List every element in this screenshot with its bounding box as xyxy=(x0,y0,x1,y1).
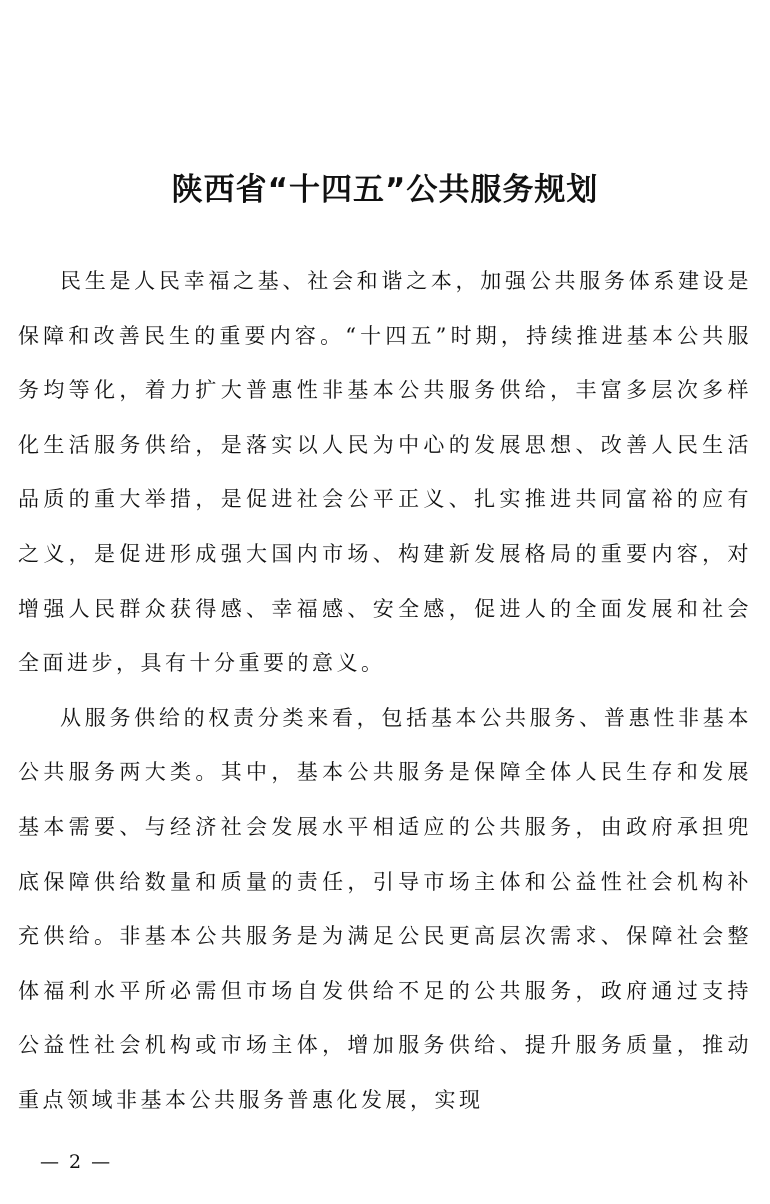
paragraph: 从服务供给的权责分类来看，包括基本公共服务、普惠性非基本公共服务两大类。其中，基本公共服务是保障全体人民生存和发展基本需要、与经济社会发展水平相适应的公共服务，由政府承担兜底保障供给数量和质量的责任，引导市场主体和公益性社会机构补充供给。非基本公共服务是为满足公民更高层次需求、保障社会整体福利水平所必需但市场自发供给不足的公共服务，政府通过支持公益性社会机构或市场主体，增加服务供给、提升服务质量，推动重点领域非基本公共服务普惠化发展，实现 xyxy=(18,705,752,1112)
page-number: — 2 — xyxy=(40,1151,113,1173)
document-title: 陕西省“十四五”公共服务规划 xyxy=(171,172,599,208)
paragraph: 民生是人民幸福之基、社会和谐之本，加强公共服务体系建设是保障和改善民生的重要内容。“十四五”时期，持续推进基本公共服务均等化，着力扩大普惠性非基本公共服务供给，丰富多层次多样化生活服务供给，是落实以人民为中心的发展思想、改善人民生活品质的重大举措，是促进社会公平正义、扎实推进共同富裕的应有之义，是促进形成强大国内市场、构建新发展格局的重要内容，对增强人民群众获得感、幸福感、安全感，促进人的全面发展和社会全面进步，具有十分重要的意义。 xyxy=(18,269,752,676)
document-body xyxy=(18,254,752,1128)
